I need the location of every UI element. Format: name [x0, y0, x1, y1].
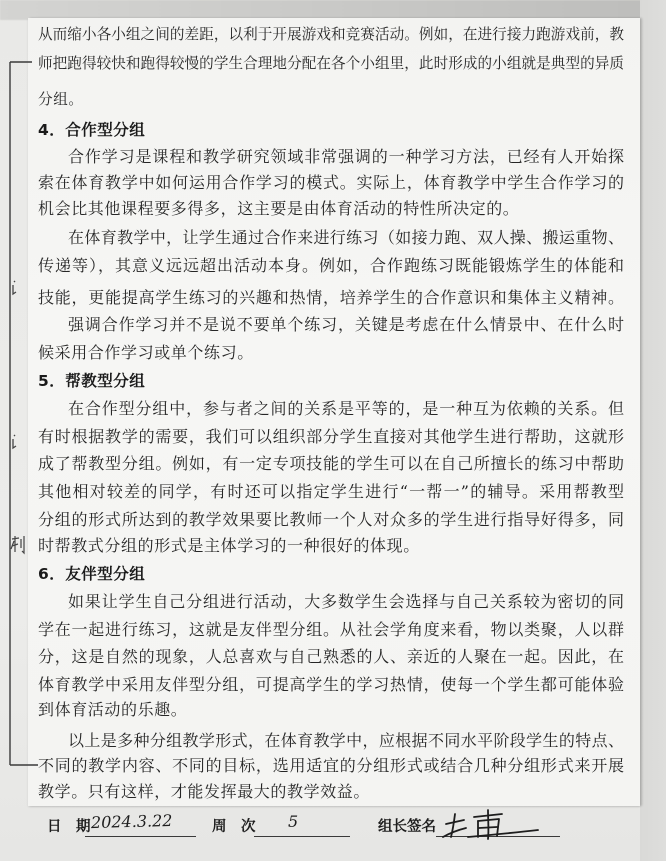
body-text-line: 分，这是自然的现象，人总喜欢与自己熟悉的人、亲近的人聚在一起。因此，在 [38, 647, 624, 666]
body-text-line: 在体育教学中，让学生通过合作来进行练习（如接力跑、双人操、搬运重物、 [68, 228, 624, 247]
body-text-line: 到体育活动的乐趣。 [38, 700, 188, 719]
week-underline [254, 836, 350, 837]
margin-mark [13, 435, 16, 448]
signature-label: 组长签名 [378, 819, 436, 835]
date-label: 日 期 [47, 819, 91, 835]
body-text-line: 体育教学中采用友伴型分组，可提高学生的学习热情，使每一个学生都可能体验 [38, 675, 624, 694]
body-text-line: 以上是多种分组教学形式，在体育教学中，应根据不同水平阶段学生的特点、 [68, 731, 624, 750]
body-text-line: 传递等），其意义远远超出活动本身。例如，合作跑练习既能锻炼学生的体能和 [38, 256, 624, 275]
body-text-line: 其他相对较差的同学，有时还可以指定学生进行“一帮一”的辅导。采用帮教型 [38, 482, 624, 501]
body-text-line: 不同的教学内容、不同的目标，选用适宜的分组形式或结合几种分组形式来开展 [38, 756, 624, 775]
margin-mark [11, 536, 24, 553]
body-text-line: 从而缩小各小组之间的差距，以利于开展游戏和竞赛活动。例如，在进行接力跑游戏前，教 [38, 26, 624, 43]
section-heading-peer-help-grouping: 5．帮教型分组 [38, 372, 146, 390]
body-text-line: 候采用合作学习或单个练习。 [38, 343, 254, 362]
section-heading-friendship-grouping: 6．友伴型分组 [38, 565, 146, 583]
leader-signature [438, 806, 548, 844]
page-header-band [0, 0, 666, 20]
body-text-line: 如果让学生自己分组进行活动，大多数学生会选择与自己关系较为密切的同 [68, 592, 624, 611]
date-value: 2024.3.22 [90, 810, 173, 833]
body-text-line: 学在一起进行练习，这就是友伴型分组。从社会学角度来看，物以类聚，人以群 [38, 620, 624, 639]
date-underline [85, 836, 196, 837]
margin-mark [13, 281, 16, 294]
week-label: 周 次 [212, 819, 256, 835]
week-value: 5 [288, 812, 299, 831]
body-text-line: 索在体育教学中如何运用合作学习的模式。实际上，体育教学中学生合作学习的 [38, 173, 624, 192]
body-text-line: 时帮教式分组的形式是主体学习的一种很好的体现。 [38, 536, 420, 555]
body-text-line: 教学。只有这样，才能发挥最大的教学效益。 [38, 782, 371, 801]
body-text-line: 有时根据教学的需要，我们可以组织部分学生直接对其他学生进行帮助，这就形 [38, 427, 624, 446]
body-text-line: 技能，更能提高学生练习的兴趣和热情，培养学生的合作意识和集体主义精神。 [38, 288, 624, 307]
body-text-line: 成了帮教型分组。例如，有一定专项技能的学生可以在自己所擅长的练习中帮助 [38, 454, 624, 473]
body-text-line: 分组的形式所达到的教学效果要比教师一个人对众多的学生进行指导好得多，同 [38, 510, 624, 529]
section-heading-cooperative-grouping: 4．合作型分组 [38, 121, 146, 139]
backing-page-edge [640, 0, 666, 861]
body-text-line: 在合作型分组中，参与者之间的关系是平等的，是一种互为依赖的关系。但 [68, 399, 624, 418]
body-text-line: 合作学习是课程和教学研究领域非常强调的一种学习方法，已经有人开始探 [68, 147, 624, 166]
body-text-line: 机会比其他课程要多得多，这主要是由体育活动的特性所决定的。 [38, 199, 520, 218]
body-text-line: 分组。 [38, 91, 84, 108]
body-text-line: 强调合作学习并不是说不要单个练习，关键是考虑在什么情景中、在什么时 [68, 315, 624, 334]
body-text-line: 师把跑得较快和跑得较慢的学生合理地分配在各个小组里，此时形成的小组就是典型的异质 [38, 55, 624, 72]
